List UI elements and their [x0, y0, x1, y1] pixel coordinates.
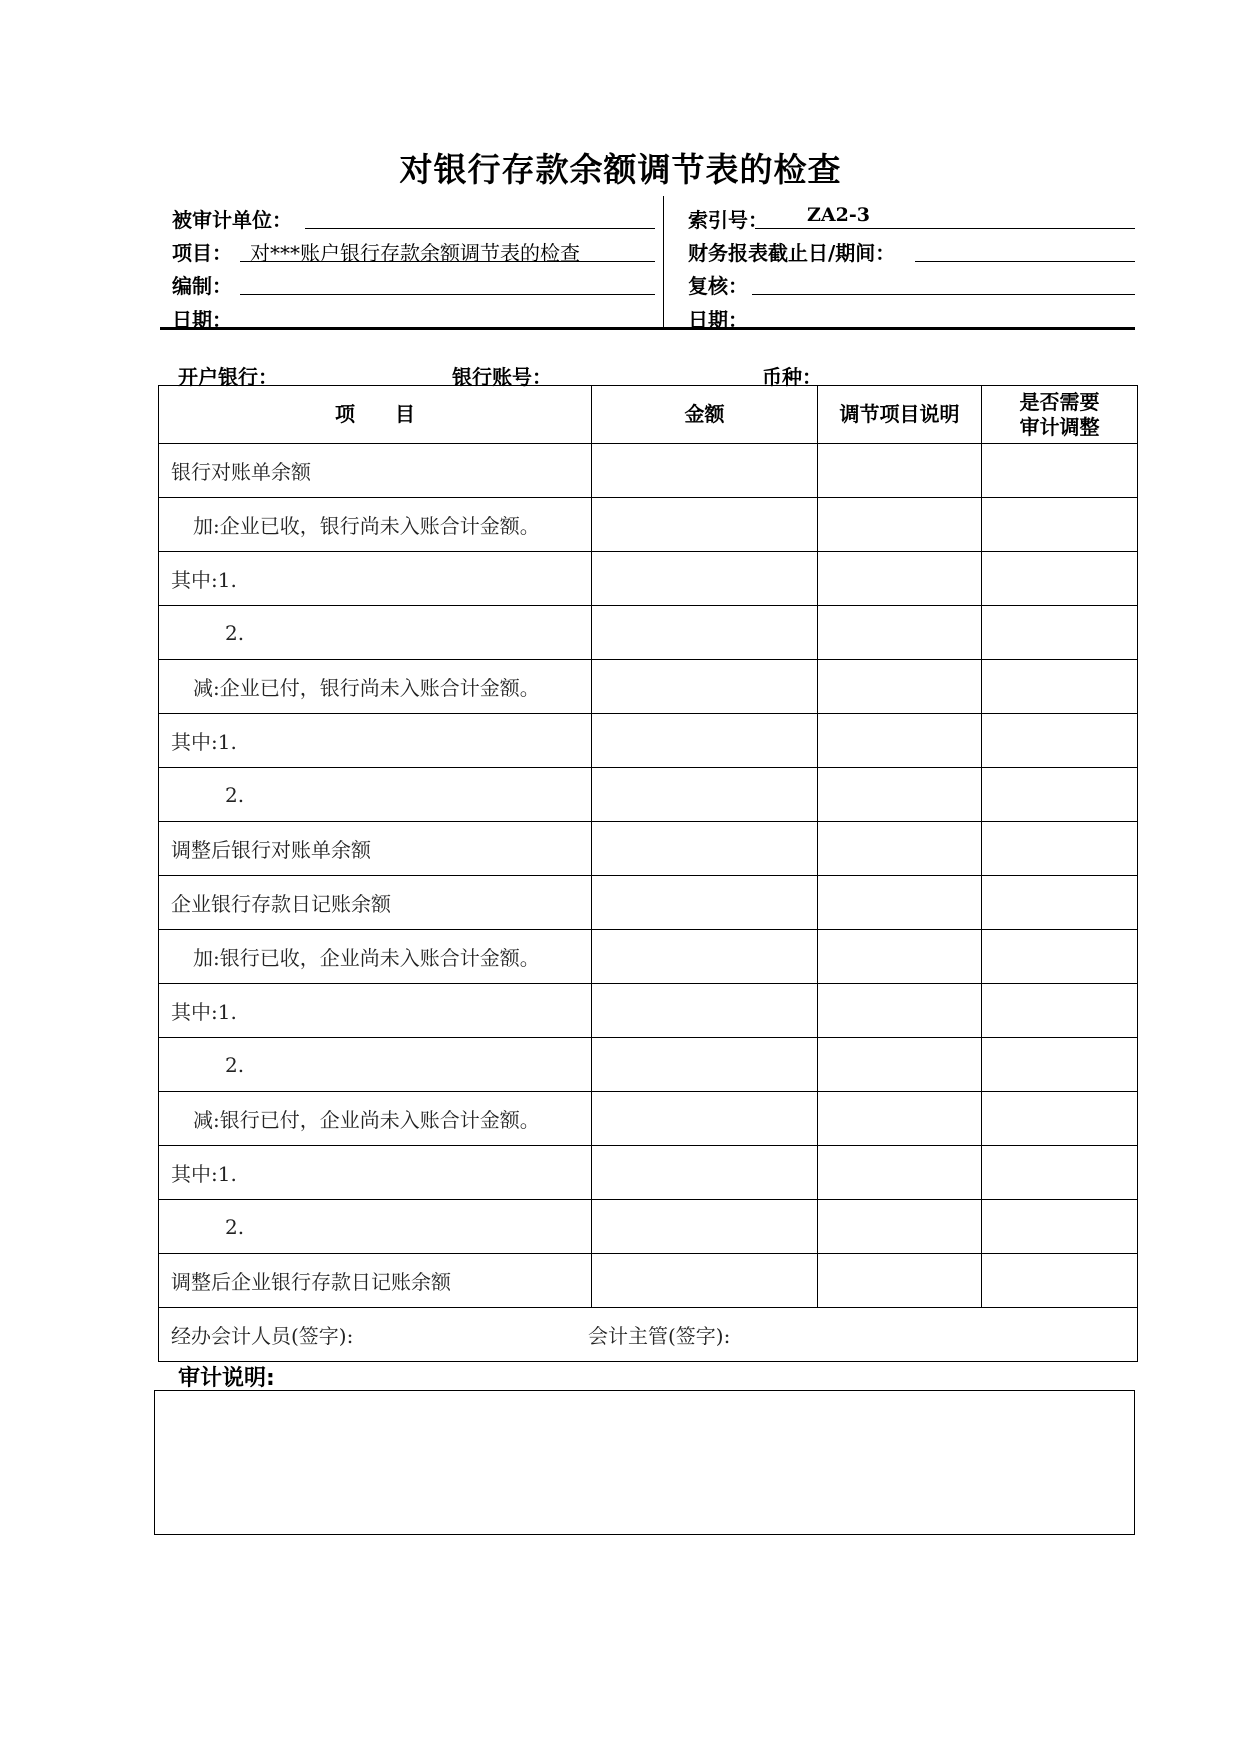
table-row	[159, 768, 1138, 822]
audit-notes-label: 审计说明:	[178, 1366, 275, 1391]
amount-cell[interactable]	[592, 1254, 818, 1308]
amount-cell[interactable]	[592, 444, 818, 498]
amount-cell[interactable]	[592, 984, 818, 1038]
description-cell[interactable]	[818, 1092, 982, 1146]
row-item-label: 企业银行存款日记账余额	[159, 876, 592, 930]
currency-field[interactable]	[762, 361, 970, 386]
description-cell[interactable]	[818, 660, 982, 714]
accountant-signature-label: 经办会计人员(签字):	[171, 1324, 354, 1348]
header-rule	[160, 327, 1135, 330]
col-amount-header: 金额	[592, 386, 818, 444]
prepared-label: 编制：	[172, 274, 232, 298]
row-item-label: 2.	[159, 606, 592, 660]
adjust-cell[interactable]	[982, 984, 1138, 1038]
description-cell[interactable]	[818, 552, 982, 606]
adjust-cell[interactable]	[982, 714, 1138, 768]
adjust-cell[interactable]	[982, 768, 1138, 822]
project-label: 项目：	[172, 241, 232, 265]
period-field[interactable]	[915, 237, 1135, 262]
row-item-label: 减:企业已付，银行尚未入账合计金额。	[159, 660, 592, 714]
adjust-cell[interactable]	[982, 1038, 1138, 1092]
table-row	[159, 984, 1138, 1038]
description-cell[interactable]	[818, 1254, 982, 1308]
signature-row	[159, 1308, 1138, 1362]
reconciliation-table	[158, 385, 1138, 1362]
project-field[interactable]	[240, 237, 655, 265]
amount-cell[interactable]	[592, 768, 818, 822]
amount-cell[interactable]	[592, 876, 818, 930]
description-cell[interactable]	[818, 606, 982, 660]
col-item-header: 项 目	[159, 386, 592, 444]
row-item-label: 减:银行已付，企业尚未入账合计金额。	[159, 1092, 592, 1146]
amount-cell[interactable]	[592, 606, 818, 660]
row-item-label: 其中:1.	[159, 714, 592, 768]
amount-cell[interactable]	[592, 822, 818, 876]
table-row	[159, 1200, 1138, 1254]
index-label: 索引号：	[688, 208, 768, 232]
amount-cell[interactable]	[592, 1092, 818, 1146]
supervisor-signature-label: 会计主管(签字):	[588, 1324, 731, 1348]
adjust-cell[interactable]	[982, 876, 1138, 930]
description-cell[interactable]	[818, 930, 982, 984]
description-cell[interactable]	[818, 822, 982, 876]
row-item-label: 2.	[159, 1200, 592, 1254]
row-item-label: 调整后企业银行存款日记账余额	[159, 1254, 592, 1308]
project-value: 对***账户银行存款余额调节表的检查	[250, 241, 580, 265]
adjust-cell[interactable]	[982, 444, 1138, 498]
page-title: 对银行存款余额调节表的检查	[399, 150, 842, 189]
row-item-label: 其中:1.	[159, 1146, 592, 1200]
date-right-field[interactable]	[752, 304, 1135, 329]
adjust-cell[interactable]	[982, 1146, 1138, 1200]
audited-unit-label: 被审计单位：	[172, 208, 292, 232]
description-cell[interactable]	[818, 714, 982, 768]
table-row	[159, 444, 1138, 498]
adjust-cell[interactable]	[982, 1200, 1138, 1254]
amount-cell[interactable]	[592, 1146, 818, 1200]
header-divider	[663, 196, 664, 329]
table-row	[159, 876, 1138, 930]
table-row	[159, 822, 1138, 876]
description-cell[interactable]	[818, 984, 982, 1038]
col-description-header: 调节项目说明	[818, 386, 982, 444]
row-item-label: 2.	[159, 768, 592, 822]
row-item-label: 2.	[159, 1038, 592, 1092]
adjust-cell[interactable]	[982, 1254, 1138, 1308]
adjust-cell[interactable]	[982, 660, 1138, 714]
row-item-label: 银行对账单余额	[159, 444, 592, 498]
table-row	[159, 1146, 1138, 1200]
adjust-cell[interactable]	[982, 498, 1138, 552]
date-right-label: 日期：	[688, 308, 748, 332]
table-row	[159, 660, 1138, 714]
adjust-cell[interactable]	[982, 552, 1138, 606]
adjust-cell[interactable]	[982, 930, 1138, 984]
table-body	[159, 444, 1138, 1362]
date-left-field[interactable]	[240, 304, 655, 329]
amount-cell[interactable]	[592, 552, 818, 606]
table-row	[159, 714, 1138, 768]
amount-cell[interactable]	[592, 1200, 818, 1254]
adjust-cell[interactable]	[982, 606, 1138, 660]
table-row	[159, 930, 1138, 984]
bank-label: 开户银行：	[178, 365, 278, 389]
table-row	[159, 1254, 1138, 1308]
audited-unit-field[interactable]	[305, 204, 655, 229]
description-cell[interactable]	[818, 876, 982, 930]
signature-cell	[159, 1308, 1138, 1362]
description-cell[interactable]	[818, 444, 982, 498]
amount-cell[interactable]	[592, 930, 818, 984]
description-cell[interactable]	[818, 498, 982, 552]
col-adjust-header	[982, 386, 1138, 444]
account-field[interactable]	[452, 361, 728, 386]
table-row	[159, 552, 1138, 606]
description-cell[interactable]	[818, 1200, 982, 1254]
amount-cell[interactable]	[592, 1038, 818, 1092]
table-header-row	[159, 386, 1138, 444]
description-cell[interactable]	[818, 1146, 982, 1200]
amount-cell[interactable]	[592, 498, 818, 552]
table-row	[159, 1038, 1138, 1092]
table-row	[159, 1092, 1138, 1146]
amount-cell[interactable]	[592, 660, 818, 714]
bank-field[interactable]	[178, 361, 430, 386]
index-value: ZA2-3	[807, 204, 870, 226]
row-item-label: 调整后银行对账单余额	[159, 822, 592, 876]
account-label: 银行账号：	[452, 365, 552, 389]
amount-cell[interactable]	[592, 714, 818, 768]
col-adjust-header-line1: 是否需要	[1019, 389, 1100, 414]
table-row	[159, 498, 1138, 552]
prepared-field[interactable]	[240, 270, 655, 295]
description-cell[interactable]	[818, 768, 982, 822]
date-left-label: 日期：	[172, 308, 232, 332]
review-label: 复核：	[688, 274, 748, 298]
row-item-label: 加:银行已收，企业尚未入账合计金额。	[159, 930, 592, 984]
adjust-cell[interactable]	[982, 822, 1138, 876]
index-field[interactable]	[755, 204, 1135, 229]
row-item-label: 其中:1.	[159, 984, 592, 1038]
review-field[interactable]	[752, 270, 1135, 295]
adjust-cell[interactable]	[982, 1092, 1138, 1146]
col-adjust-header-line2: 审计调整	[1019, 414, 1100, 439]
period-label: 财务报表截止日/期间：	[688, 241, 896, 265]
currency-label: 币种：	[762, 365, 822, 389]
description-cell[interactable]	[818, 1038, 982, 1092]
row-item-label: 其中:1.	[159, 552, 592, 606]
row-item-label: 加:企业已收，银行尚未入账合计金额。	[159, 498, 592, 552]
table-row	[159, 606, 1138, 660]
audit-notes-box[interactable]	[154, 1390, 1135, 1535]
